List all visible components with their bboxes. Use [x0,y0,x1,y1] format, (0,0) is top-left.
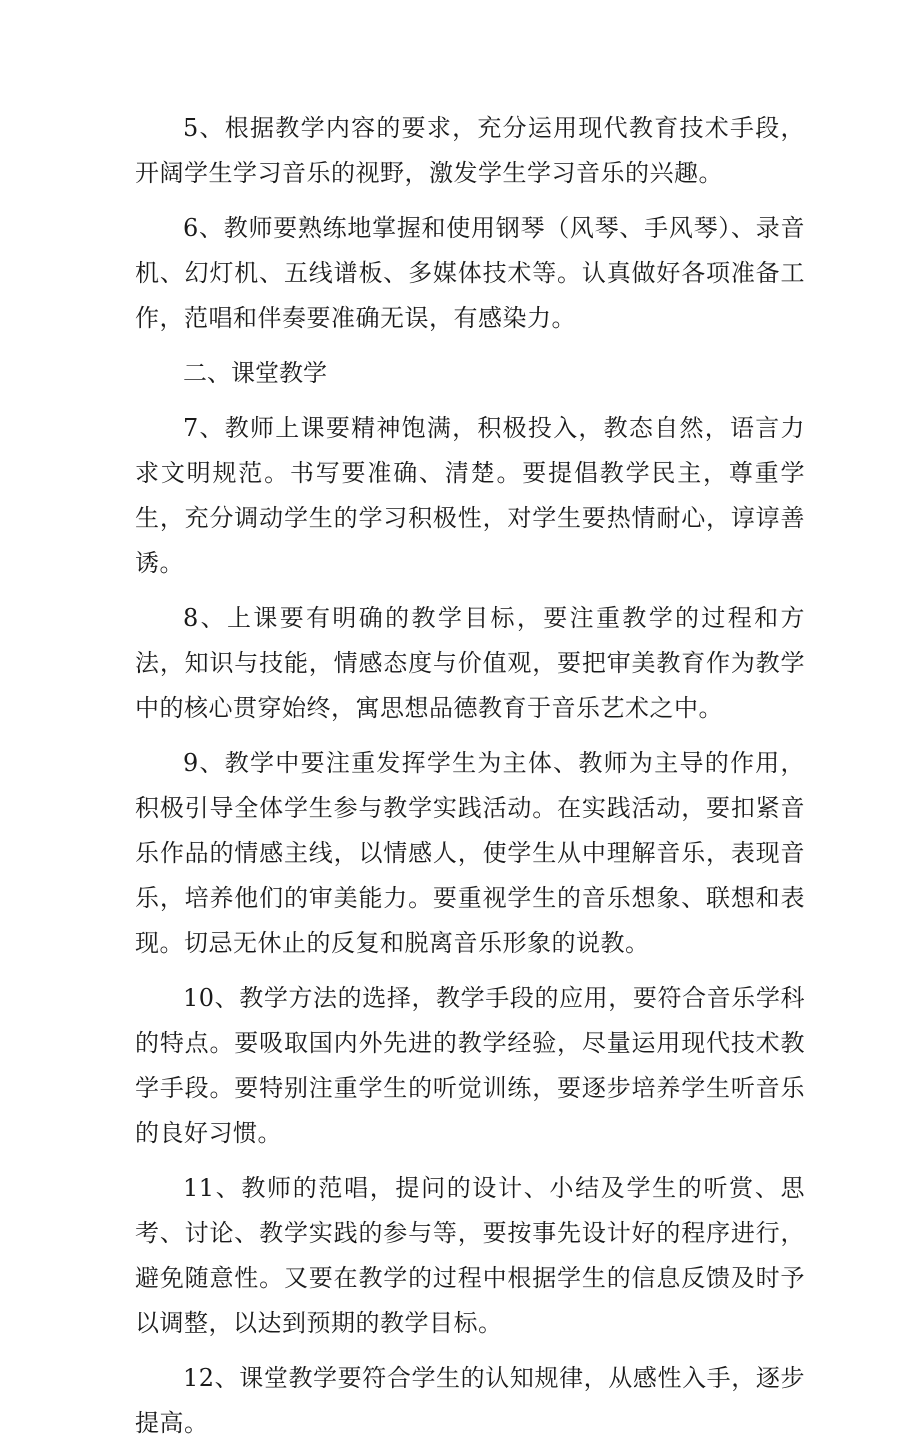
paragraph-5: 5、根据教学内容的要求，充分运用现代教育技术手段，开阔学生学习音乐的视野，激发学生学习音乐的兴趣。 [135,114,805,187]
paragraph-8: 8、上课要有明确的教学目标，要注重教学的过程和方法，知识与技能，情感态度与价值观，要把审美教育作为教学中的核心贯穿始终，寓思想品德教育于音乐艺术之中。 [135,604,805,722]
section-heading: 二、课堂教学 [183,359,327,387]
paragraph-7: 7、教师上课要精神饱满，积极投入，教态自然，语言力求文明规范。书写要准确、清楚。要提倡教学民主，尊重学生，充分调动学生的学习积极性，对学生要热情耐心，谆谆善诱。 [135,414,805,577]
paragraph-12: 12、课堂教学要符合学生的认知规律，从感性入手，逐步提高。 [135,1364,805,1437]
paragraph-10: 10、教学方法的选择，教学手段的应用，要符合音乐学科的特点。要吸取国内外先进的教学经验，尽量运用现代技术教学手段。要特别注重学生的听觉训练，要逐步培养学生听音乐的良好习惯。 [135,984,805,1147]
document-body [135,106,805,1456]
paragraph-6: 6、教师要熟练地掌握和使用钢琴（风琴、手风琴）、录音机、幻灯机、五线谱板、多媒体技术等。认真做好各项准备工作，范唱和伴奏要准确无误，有感染力。 [135,214,805,332]
paragraph-9: 9、教学中要注重发挥学生为主体、教师为主导的作用，积极引导全体学生参与教学实践活动。在实践活动，要扣紧音乐作品的情感主线，以情感人，使学生从中理解音乐，表现音乐，培养他们的审美能力。要重视学生的音乐想象、联想和表现。切忌无休止的反复和脱离音乐形象的说教。 [135,749,805,957]
paragraph-11: 11、教师的范唱，提问的设计、小结及学生的听赏、思考、讨论、教学实践的参与等，要按事先设计好的程序进行，避免随意性。又要在教学的过程中根据学生的信息反馈及时予以调整，以达到预期的教学目标。 [135,1174,805,1337]
